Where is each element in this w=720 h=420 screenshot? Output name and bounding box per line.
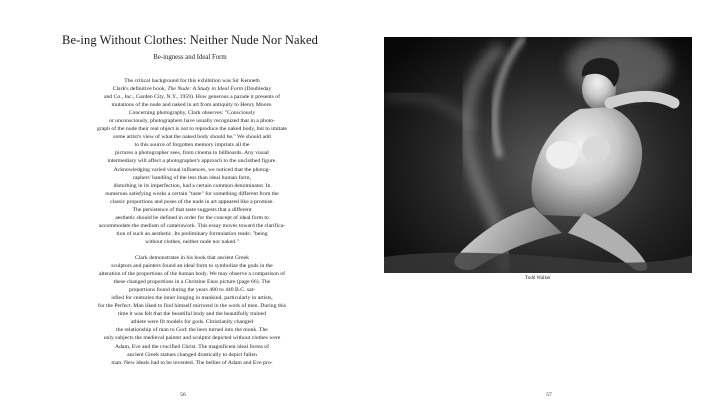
page-title: Be-ing Without Clothes: Neither Nude Nor Naked [62, 33, 318, 47]
text-line: without clothes, neither nude nor naked." [145, 238, 239, 245]
photograph-illustration [384, 37, 692, 273]
photo-caption: Todd Walker [525, 276, 551, 281]
nude-photograph [384, 37, 692, 273]
text-line: some artist's view of what the naked body should be." We should add [113, 134, 271, 141]
text-line: time it was felt that the beautiful body and the beautifully trained [118, 311, 266, 318]
text-line: to this source of forgotten memory imprints all the [134, 142, 250, 149]
paragraph-gap [58, 246, 326, 254]
text-line: classic proportions and poses of the nude in art appeared like a promise. [110, 198, 274, 205]
text-line: tion of such an aesthetic. Its preliminary formulation reads: "being [116, 230, 268, 237]
text-line: alteration of the proportions of the human body. We may observe a comparison of [98, 271, 286, 278]
text-line: mutations of the nude and naked in art from antiquity to Henry Moore. [111, 102, 273, 109]
text-line: only subjects the medieval painter and sculptor depicted without clothes were [103, 335, 281, 342]
text-line: Adam, Eve and the crucified Christ. The magnificent ideal forms of [114, 343, 270, 350]
text-line: aesthetic should be defined in order for the concept of ideal form to [115, 214, 269, 221]
text-line: athlete were fit models for gods. Christianity changed [130, 319, 254, 326]
text-line: ancient Greek statues changed drastically to depict fallen [127, 351, 257, 358]
text-line: the relationship of man to God: the hero turned into the monk. The [116, 327, 268, 334]
section-subtitle: Be-ingness and Ideal Form [153, 54, 227, 61]
text-line: Clark demonstrates in his book that ancient Greek [135, 254, 249, 261]
text-line: sculptors and painters found an ideal form to symbolize the gods in the [111, 263, 273, 270]
text-line: accommodate the medium of camerawork. This essay moves toward the clarifica- [98, 222, 286, 229]
text-line: and Co., Inc., Garden City, N.Y., 1959). How generous a parade it presents of [103, 94, 281, 101]
text-line: The persistence of that taste suggests that a different [132, 206, 252, 213]
text-line: man. New ideals had to be invented. The bellies of Adam and Eve pro- [111, 359, 273, 366]
text-line: The critical background for this exhibition was Sir Kenneth [124, 78, 260, 84]
essay-body [58, 77, 326, 367]
text-line: graph of the nude their real object is not to reproduce the naked body, but to imitate [97, 126, 287, 133]
page-number: 56 [180, 392, 186, 398]
book-title: The Nude: A Study in Ideal Form [167, 86, 244, 93]
text-line: pictures a photographer sees, from cinema to billboards. Any visual [115, 150, 269, 157]
text-line: disturbing in its imperfection, had a certain common denominator. In [113, 182, 271, 189]
page-number: 57 [546, 392, 552, 398]
text-line: proportions found during the years 480 to 440 B.C. sat- [128, 287, 256, 294]
right-page [360, 0, 720, 420]
text-line: Concerning photography, Clark observes: "Consciously [128, 110, 256, 117]
text-line: for the Perfect. Man liked to find himself mirrored in the work of men. During this [97, 303, 287, 310]
text-line: Acknowledging varied visual influences, we noticed that the photog- [113, 166, 271, 173]
text-line-end: (Doubleday [243, 86, 272, 93]
text-line: these changed proportions in a Christine Enos picture (page 66). The [113, 279, 271, 286]
text-line: raphers' handling of the less than ideal human form, [132, 174, 252, 181]
text-line: or unconsciously, photographers have usually recognized that in a photo- [108, 118, 276, 125]
text-line [58, 85, 326, 93]
text-line-start: Clark's definitive book, [112, 86, 168, 93]
text-line: isfied for centuries the inner longing in mankind, particularly in artists, [111, 295, 273, 302]
text-line: numerous satisfying works a certain "taste" for something different from the [105, 190, 279, 197]
text-line: intermediary will affect a photographer's approach to the unclothed figure. [107, 158, 277, 165]
